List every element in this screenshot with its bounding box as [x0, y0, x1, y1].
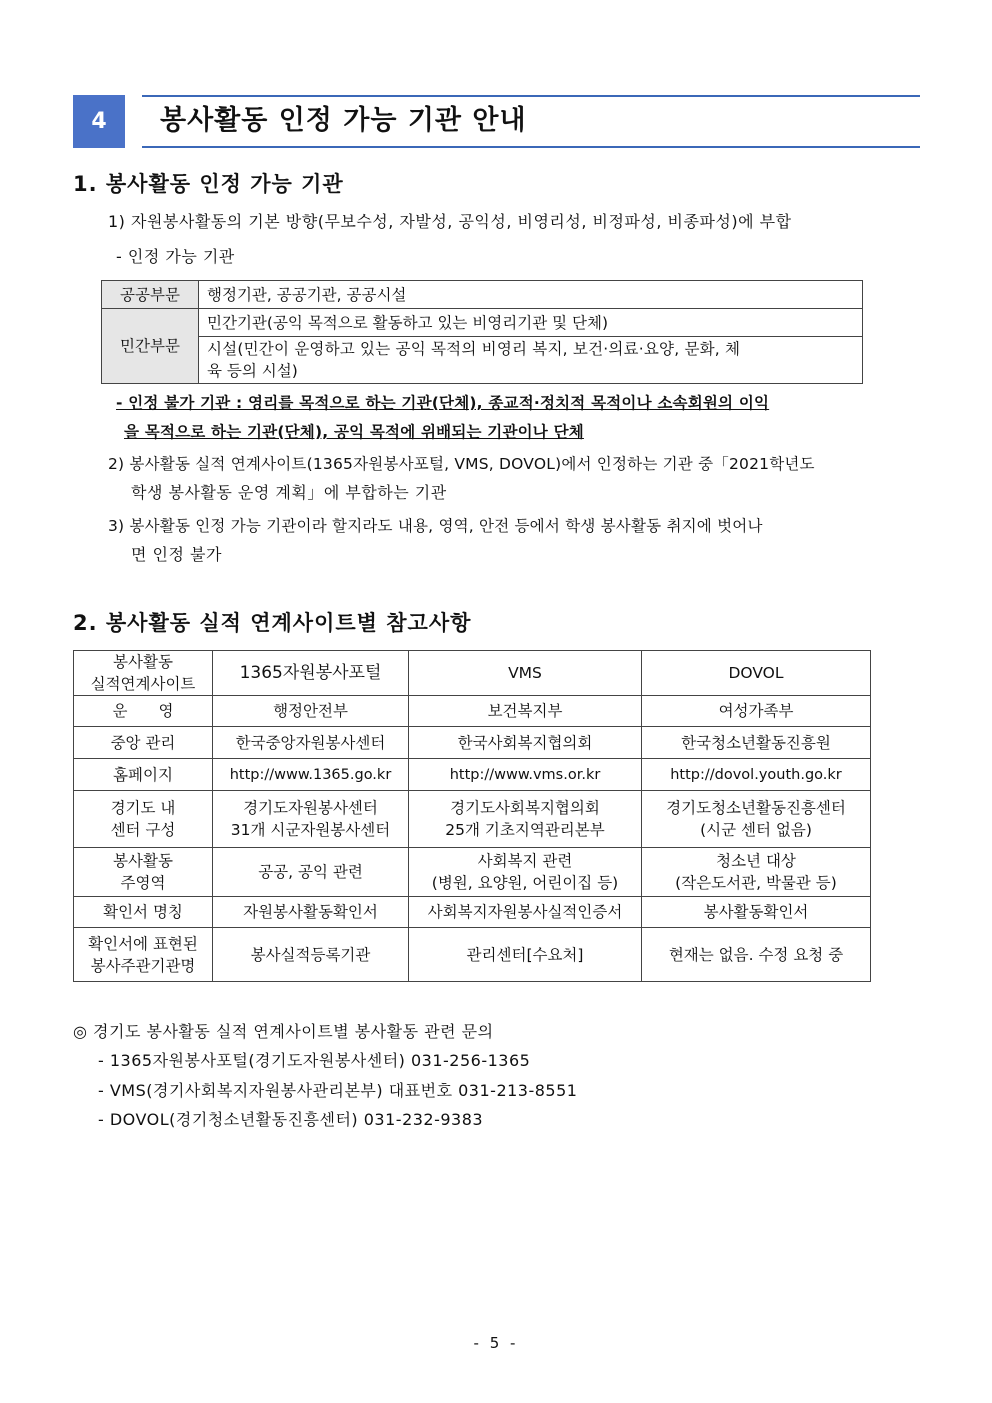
public-sector-value: 행정기관, 공공기관, 공공시설 [199, 281, 863, 309]
section-title: 봉사활동 인정 가능 기관 안내 [160, 105, 527, 136]
center-1365-line2: 31개 시군자원봉사센터 [230, 821, 391, 839]
header-dovol: DOVOL [642, 651, 871, 696]
row-cert-dovol: 봉사활동확인서 [642, 897, 871, 928]
allowed-subheading: - 인정 가능 기관 [116, 247, 235, 266]
center-vms-line1: 경기도사회복지협의회 [450, 799, 600, 817]
private-sector-row2 [199, 337, 863, 384]
row-area-label [74, 848, 213, 897]
header-row-label [74, 651, 213, 696]
row-area-vms [409, 848, 642, 897]
private-sector-row1: 민간기관(공익 목적으로 활동하고 있는 비영리기관 및 단체) [199, 309, 863, 337]
part2-heading: 2. 봉사활동 실적 연계사이트별 참고사항 [73, 611, 472, 635]
part1-item2-line2: 학생 봉사활동 운영 계획」에 부합하는 기관 [131, 483, 447, 502]
row-center-label [74, 791, 213, 848]
private-row2-line1: 시설(민간이 운영하고 있는 공익 목적의 비영리 복지, 보건·의료·요양, 문화, 체 [207, 340, 741, 358]
center-1365-line1: 경기도자원봉사센터 [243, 799, 378, 817]
row-central-dovol: 한국청소년활동진흥원 [642, 727, 871, 759]
org-label-line1: 확인서에 표현된 [88, 934, 198, 953]
header-vms: VMS [409, 651, 642, 696]
part1-item3-line2: 면 인정 불가 [131, 545, 222, 564]
row-operation-dovol: 여성가족부 [642, 696, 871, 727]
row-center-dovol [642, 791, 871, 848]
row-org-dovol: 현재는 없음. 수정 요청 중 [642, 928, 871, 982]
area-label-line1: 봉사활동 [113, 852, 173, 870]
section-number: 4 [73, 95, 125, 148]
linked-sites-table [73, 650, 871, 982]
row-cert-vms: 사회복지자원봉사실적인증서 [409, 897, 642, 928]
row-homepage-vms: http://www.vms.or.kr [409, 759, 642, 791]
area-dovol-line2: (작은도서관, 박물관 등) [675, 874, 837, 892]
org-label-line2: 봉사주관기관명 [90, 956, 196, 975]
section-rule-bottom [142, 146, 920, 148]
private-row2-line2: 육 등의 시설) [207, 362, 298, 380]
header-1365: 1365자원봉사포털 [213, 651, 409, 696]
row-center-vms [409, 791, 642, 848]
part1-item3-line1: 3) 봉사활동 인정 가능 기관이라 할지라도 내용, 영역, 안전 등에서 학생 봉사활동 취지에 벗어나 [108, 517, 763, 535]
contact-dovol: - DOVOL(경기청소년활동진흥센터) 031-232-9383 [98, 1110, 484, 1129]
row-central-1365: 한국중앙자원봉사센터 [213, 727, 409, 759]
part1-item2-line1: 2) 봉사활동 실적 연계사이트(1365자원봉사포털, VMS, DOVOL)에서 인정하는 기관 중「2021학년도 [108, 455, 815, 473]
row-homepage-dovol: http://dovol.youth.go.kr [642, 759, 871, 791]
part1-item1: 1) 자원봉사활동의 기본 방향(무보수성, 자발성, 공익성, 비영리성, 비정파성, 비종파성)에 부합 [108, 212, 792, 231]
row-cert-1365: 자원봉사활동확인서 [213, 897, 409, 928]
center-label-line2: 센터 구성 [110, 821, 176, 839]
row-operation-vms: 보건복지부 [409, 696, 642, 727]
not-allowed-line2: 을 목적으로 하는 기관(단체), 공익 목적에 위배되는 기관이나 단체 [124, 423, 584, 441]
page-number: - 5 - [473, 1334, 519, 1352]
row-area-dovol [642, 848, 871, 897]
section-rule-top [142, 95, 920, 97]
private-sector-head: 민간부문 [102, 309, 199, 384]
row-central-vms: 한국사회복지협의회 [409, 727, 642, 759]
contact-1365: - 1365자원봉사포털(경기도자원봉사센터) 031-256-1365 [98, 1051, 531, 1070]
row-homepage-1365: http://www.1365.go.kr [213, 759, 409, 791]
header-label-line1: 봉사활동 [113, 653, 173, 671]
row-area-1365: 공공, 공익 관련 [213, 848, 409, 897]
allowed-institutions-table [101, 280, 863, 384]
not-allowed-line1: - 인정 불가 기관 : 영리를 목적으로 하는 기관(단체), 종교적·정치적 목적이나 소속회원의 이익 [116, 394, 770, 412]
row-central-label: 중앙 관리 [74, 727, 213, 759]
center-dovol-line2: (시군 센터 없음) [700, 821, 812, 839]
contact-vms: - VMS(경기사회복지자원봉사관리본부) 대표번호 031-213-8551 [98, 1081, 578, 1100]
contacts-title: ◎ 경기도 봉사활동 실적 연계사이트별 봉사활동 관련 문의 [73, 1022, 494, 1041]
area-dovol-line1: 청소년 대상 [716, 852, 796, 870]
center-dovol-line1: 경기도청소년활동진흥센터 [666, 799, 846, 817]
part1-heading: 1. 봉사활동 인정 가능 기관 [73, 172, 344, 196]
row-operation-label: 운 영 [74, 696, 213, 727]
header-label-line2: 실적연계사이트 [90, 675, 196, 693]
row-operation-1365: 행정안전부 [213, 696, 409, 727]
row-org-label [74, 928, 213, 982]
public-sector-head: 공공부문 [102, 281, 199, 309]
row-center-1365 [213, 791, 409, 848]
area-vms-line1: 사회복지 관련 [477, 852, 573, 870]
row-cert-label: 확인서 명칭 [74, 897, 213, 928]
center-vms-line2: 25개 기초지역관리본부 [445, 821, 605, 839]
row-org-vms: 관리센터[수요처] [409, 928, 642, 982]
row-org-1365: 봉사실적등록기관 [213, 928, 409, 982]
center-label-line1: 경기도 내 [110, 799, 176, 817]
area-vms-line2: (병원, 요양원, 어린이집 등) [431, 874, 619, 892]
area-label-line2: 주영역 [120, 874, 166, 892]
row-homepage-label: 홈페이지 [74, 759, 213, 791]
